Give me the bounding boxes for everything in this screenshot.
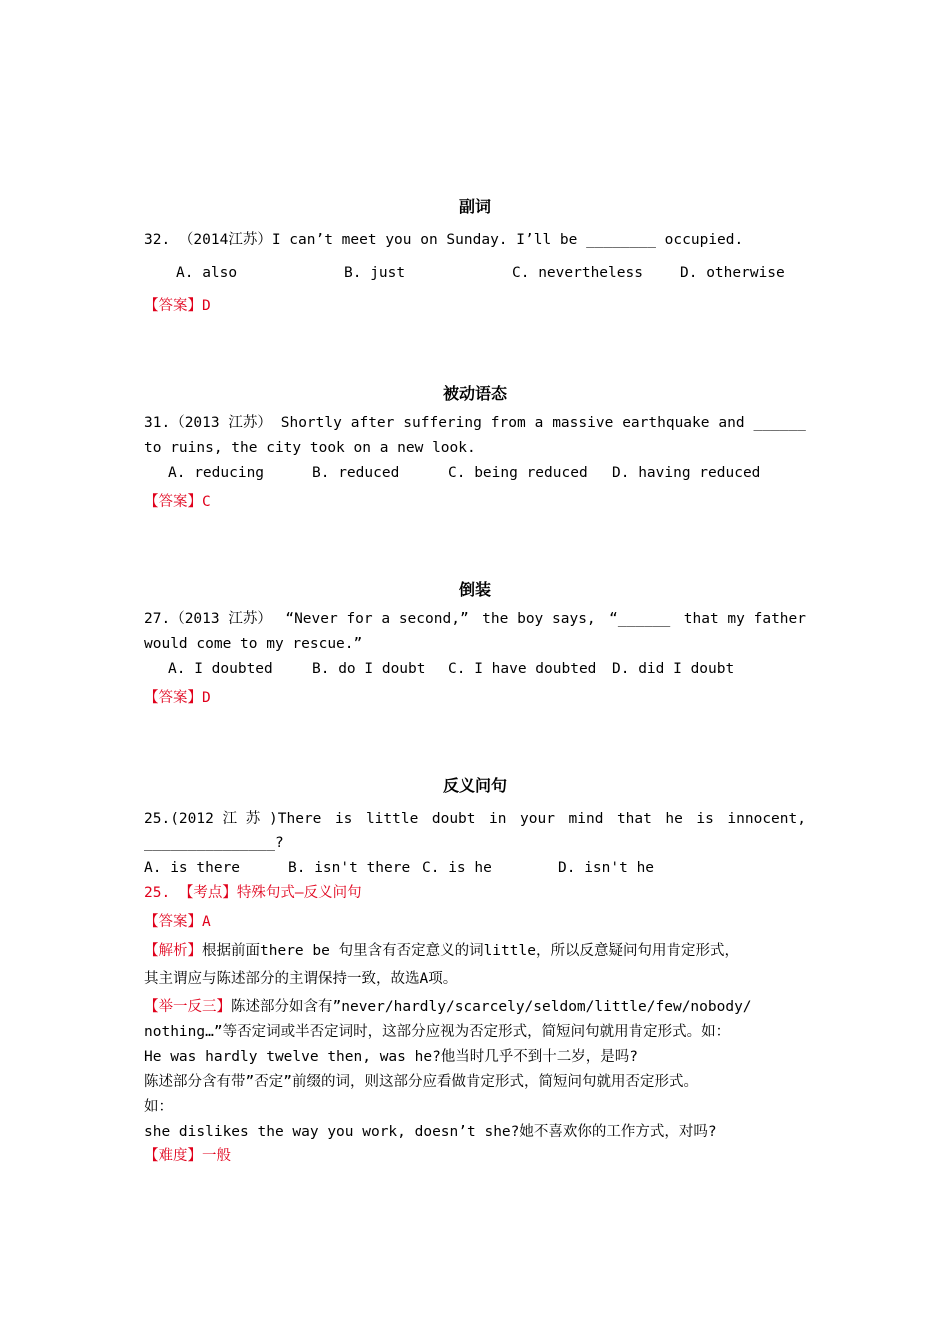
answer-27: 【答案】D xyxy=(144,690,211,706)
section-heading-adverb: 副词 xyxy=(458,197,491,216)
extension-text-1: 陈述部分如含有”never/hardly/scarcely/seldom/little/few/nobody/ xyxy=(231,999,752,1015)
section-heading-tag-question: 反义问句 xyxy=(442,776,507,795)
section-heading-inversion: 倒装 xyxy=(458,580,491,599)
question-31-w5: a xyxy=(534,415,544,431)
option-b: B. reduced xyxy=(312,465,400,481)
option-d: D. having reduced xyxy=(612,465,761,481)
analysis-label: 【解析】 xyxy=(144,943,202,959)
section-heading-passive: 被动语态 xyxy=(442,384,507,403)
option-c: C. I have doubted xyxy=(448,661,597,677)
analysis-line2: 其主谓应与陈述部分的主谓保持一致，故选A项。 xyxy=(144,971,458,987)
question-31-w1: Shortly xyxy=(280,415,342,431)
kaodian-label: 25. 【考点】特殊句式—反义问句 xyxy=(144,885,362,901)
question-25-w0: 25.(2012 江 苏 )There xyxy=(144,811,322,827)
question-25-w8: he xyxy=(665,811,683,827)
question-31-w3: suffering xyxy=(403,415,482,431)
option-d: D. did I doubt xyxy=(612,661,735,677)
option-c: C. is he xyxy=(422,860,492,876)
difficulty-label: 【难度】一般 xyxy=(144,1148,231,1164)
option-b: B. just xyxy=(344,265,406,281)
question-27-w2: the boy says, xyxy=(482,611,596,627)
option-c: C. being reduced xyxy=(448,465,588,481)
answer-32: 【答案】D xyxy=(144,298,211,314)
question-25-w1: is xyxy=(334,811,353,827)
question-25-w5: your xyxy=(520,811,555,827)
question-31-w7: earthquake xyxy=(622,415,710,431)
extension-line6: she dislikes the way you work, doesn’t she?她不喜欢你的工作方式，对吗? xyxy=(144,1124,717,1140)
question-31-line1 xyxy=(144,414,806,432)
option-b: B. isn't there xyxy=(288,860,411,876)
question-31-w8: and xyxy=(718,415,745,431)
question-25-w7: that xyxy=(616,811,652,827)
question-25-w9: is xyxy=(696,811,714,827)
question-31-w4: from xyxy=(490,415,526,431)
analysis-text-1: 根据前面there be 句里含有否定意义的词little，所以反意疑问句用肯定形式， xyxy=(202,943,739,959)
extension-line2: nothing…”等否定词或半否定词时，这部分应视为否定形式，简短问句就用肯定形式。如： xyxy=(144,1024,731,1040)
option-d: D. otherwise xyxy=(680,265,785,281)
extension-line4: 陈述部分含有带”否定”前缀的词，则这部分应看做肯定形式，简短问句就用否定形式。 xyxy=(144,1074,698,1090)
option-d: D. isn't he xyxy=(558,860,655,876)
option-b: B. do I doubt xyxy=(312,661,426,677)
question-31-line2: to ruins, the city took on a new look. xyxy=(144,440,476,456)
question-25-line2: _______________? xyxy=(144,835,284,851)
question-27-line2: would come to my rescue.” xyxy=(144,636,363,652)
option-a: A. I doubted xyxy=(168,661,273,677)
question-25-w6: mind xyxy=(568,811,604,827)
question-27-w3: “______ xyxy=(609,611,671,627)
question-27-w1: “Never for a second,” xyxy=(285,611,469,627)
question-27-line1 xyxy=(144,610,806,628)
question-32: 32. （2014江苏）I can’t meet you on Sunday. I’ll be ________ occupied. xyxy=(144,232,744,248)
option-a: A. also xyxy=(176,265,238,281)
option-c: C. nevertheless xyxy=(512,265,643,281)
answer-25: 【答案】A xyxy=(144,914,211,930)
extension-line3: He was hardly twelve then, was he?他当时几乎不到十二岁，是吗? xyxy=(144,1049,639,1065)
question-31-w9: ______ xyxy=(753,415,806,431)
extension-label: 【举一反三】 xyxy=(144,999,231,1015)
question-25-w2: little xyxy=(365,811,419,827)
option-a: A. reducing xyxy=(168,465,265,481)
extension-line5: 如： xyxy=(144,1099,173,1115)
question-25-w10: innocent, xyxy=(727,811,806,827)
question-31-w6: massive xyxy=(552,415,614,431)
question-25-w3: doubt xyxy=(431,811,476,827)
question-25-w4: in xyxy=(489,811,507,827)
analysis-line1 xyxy=(144,942,739,960)
question-27-w0: 27.（2013 江苏） xyxy=(144,611,272,627)
question-25-line1 xyxy=(144,810,806,828)
question-27-w4: that my father xyxy=(683,611,806,627)
answer-31: 【答案】C xyxy=(144,494,211,510)
question-31-w2: after xyxy=(350,415,395,431)
option-a: A. is there xyxy=(144,860,241,876)
question-31-w0: 31.（2013 江苏） xyxy=(144,415,272,431)
extension-line1 xyxy=(144,998,752,1016)
